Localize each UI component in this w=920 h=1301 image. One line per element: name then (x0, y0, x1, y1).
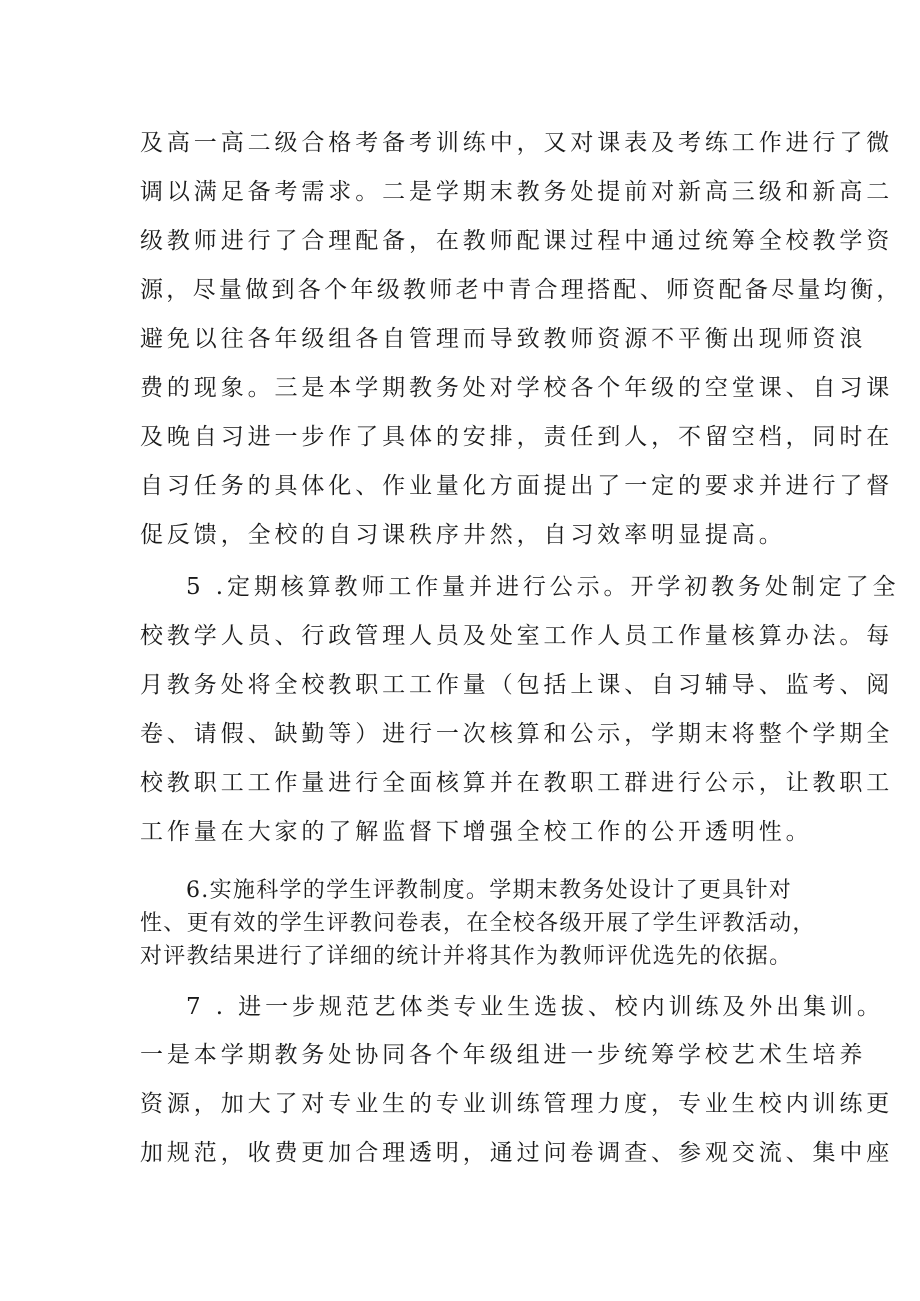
text-line: 校教职工工作量进行全面核算并在教职工群进行公示，让教职工 (140, 770, 894, 796)
text-line: 自习任务的具体化、作业量化方面提出了一定的要求并进行了督 (140, 473, 894, 499)
text-line: 源，尽量做到各个年级教师老中青合理搭配、师资配备尽量均衡， (140, 277, 903, 303)
paragraph-5-first-line: 5 .定期核算教师工作量并进行公示。开学初教务处制定了全 (186, 574, 900, 600)
text-line: 避免以往各年级组各自管理而导致教师资源不平衡出现师资浪 (140, 326, 867, 352)
text-line: 性、更有效的学生评教问卷表，在全校各级开展了学生评教活动， (140, 911, 816, 936)
paragraph-7-first-line: 7 . 进一步规范艺体类专业生选拔、校内训练及外出集训。 (186, 994, 884, 1020)
paragraph-6-first-line: 6.实施科学的学生评教制度。学期末教务处设计了更具针对 (186, 878, 793, 903)
text-line: 一是本学期教务处协同各个年级组进一步统筹学校艺术生培养 (140, 1042, 867, 1068)
text-line: 及晚自习进一步作了具体的安排，责任到人，不留空档，同时在 (140, 424, 894, 450)
text-line: 及高一高二级合格考备考训练中，又对课表及考练工作进行了微 (140, 130, 894, 156)
text-line: 工作量在大家的了解监督下增强全校工作的公开透明性。 (140, 819, 813, 845)
text-line: 校教学人员、行政管理人员及处室工作人员工作量核算办法。每 (140, 623, 894, 649)
text-line: 月教务处将全校教职工工作量（包括上课、自习辅导、监考、阅 (140, 672, 894, 698)
text-line: 费的现象。三是本学期教务处对学校各个年级的空堂课、自习课 (140, 375, 894, 401)
text-line: 对评教结果进行了详细的统计并将其作为教师评优选先的依据。 (140, 944, 793, 969)
text-line: 促反馈，全校的自习课秩序井然，自习效率明显提高。 (140, 522, 786, 548)
text-line: 调以满足备考需求。二是学期末教务处提前对新高三级和新高二 (140, 179, 894, 205)
text-line: 加规范，收费更加合理透明，通过问卷调查、参观交流、集中座 (140, 1140, 894, 1166)
text-line: 卷、请假、缺勤等）进行一次核算和公示，学期末将整个学期全 (140, 721, 894, 747)
text-line: 级教师进行了合理配备，在教师配课过程中通过统筹全校教学资 (140, 228, 894, 254)
text-line: 资源，加大了对专业生的专业训练管理力度，专业生校内训练更 (140, 1091, 894, 1117)
